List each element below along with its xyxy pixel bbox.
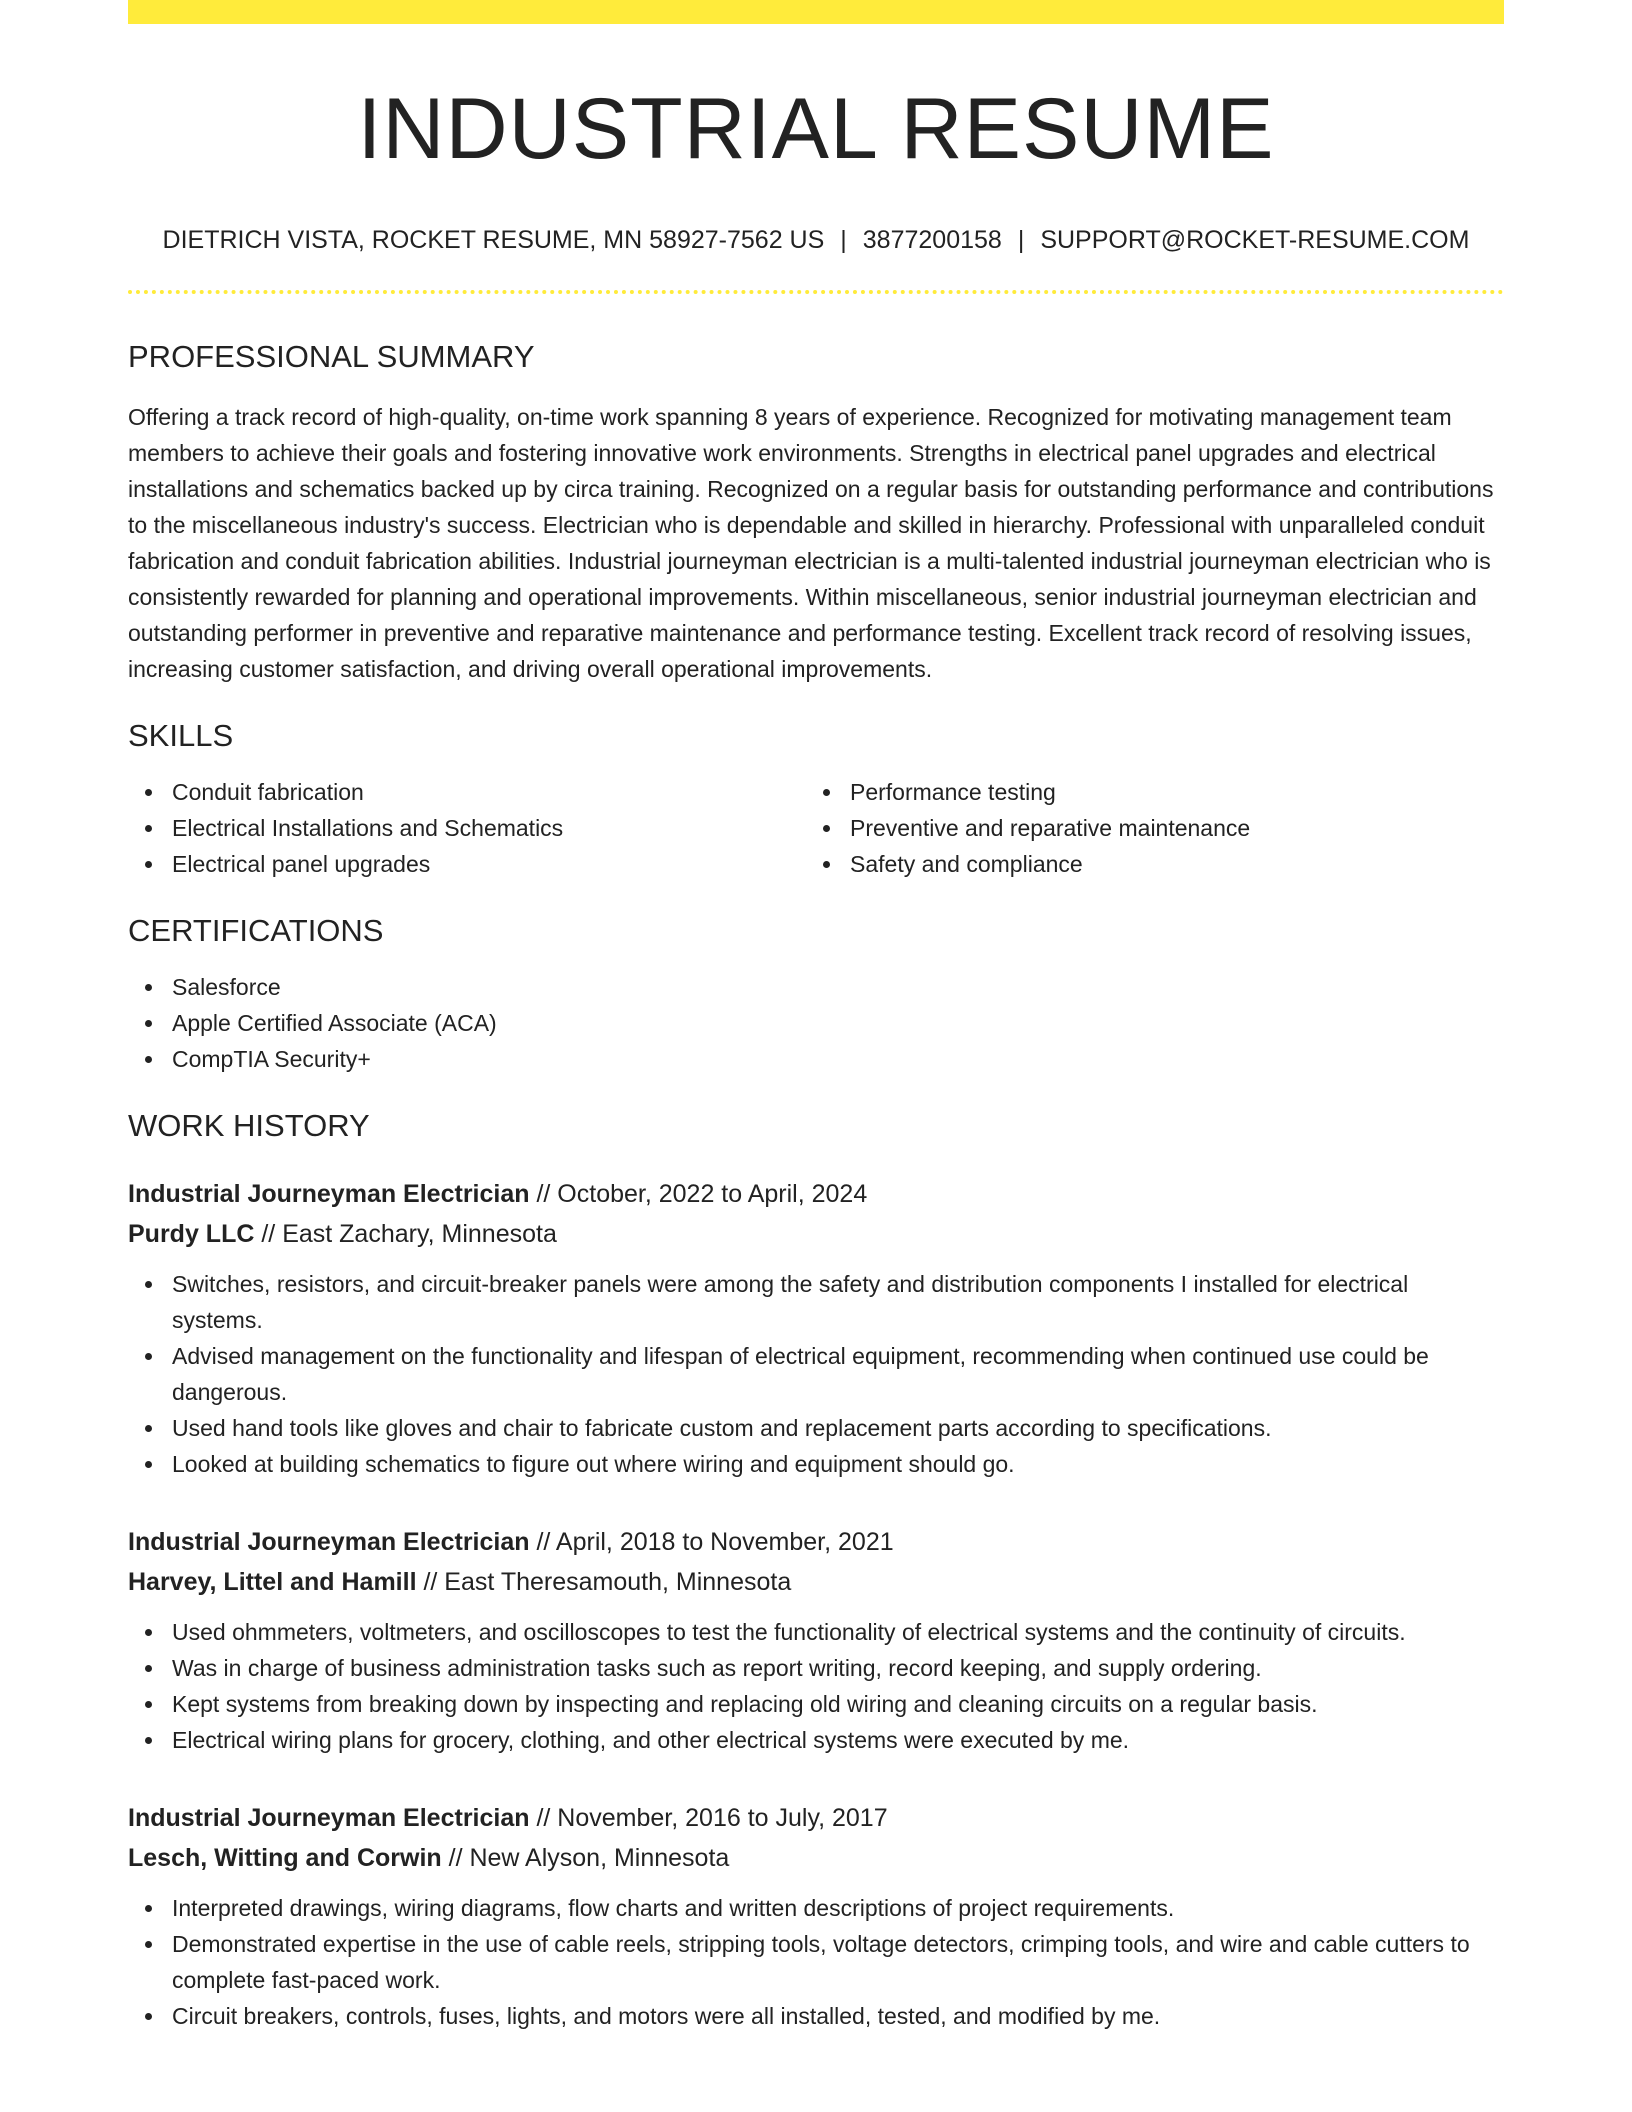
job-entry <box>128 1522 1504 1758</box>
contact-separator: | <box>840 225 847 254</box>
certifications-heading: CERTIFICATIONS <box>128 912 384 948</box>
job-duties <box>128 1890 1504 2034</box>
contact-line <box>128 225 1504 255</box>
job-duties <box>128 1614 1504 1758</box>
certification-item: Apple Certified Associate (ACA) <box>128 1005 1504 1041</box>
skill-item: Electrical Installations and Schematics <box>128 810 806 846</box>
job-company: Harvey, Littel and Hamill <box>128 1568 417 1597</box>
resume-title: INDUSTRIAL RESUME <box>357 81 1275 177</box>
skills-heading: SKILLS <box>128 717 234 753</box>
job-duty: Switches, resistors, and circuit-breaker panels were among the safety and distribution components I installed for electrical systems. <box>128 1266 1504 1338</box>
job-company-line <box>128 1838 1504 1878</box>
job-entry <box>128 1798 1504 2034</box>
certification-item: Salesforce <box>128 969 1504 1005</box>
contact-phone: 3877200158 <box>862 225 1002 254</box>
skill-item: Preventive and reparative maintenance <box>806 810 1484 846</box>
job-duties <box>128 1266 1504 1482</box>
skill-item: Safety and compliance <box>806 846 1484 882</box>
job-duty: Kept systems from breaking down by inspecting and replacing old wiring and cleaning circuits on a regular basis. <box>128 1686 1504 1722</box>
resume-page <box>128 0 1504 2034</box>
skill-item: Performance testing <box>806 774 1484 810</box>
job-title-line <box>128 1798 1504 1838</box>
job-title-line <box>128 1174 1504 1214</box>
job-location: // East Theresamouth, Minnesota <box>416 1568 792 1597</box>
contact-separator: | <box>1017 225 1025 254</box>
skills-list <box>128 774 1504 882</box>
job-company: Lesch, Witting and Corwin <box>128 1844 442 1873</box>
job-dates: // October, 2022 to April, 2024 <box>529 1180 868 1209</box>
skills-column-right <box>806 774 1484 882</box>
job-role: Industrial Journeyman Electrician <box>128 1180 530 1209</box>
dotted-divider <box>128 290 1504 294</box>
job-entry <box>128 1174 1504 1482</box>
job-company-line <box>128 1562 1504 1602</box>
summary-text: Offering a track record of high-quality, on-time work spanning 8 years of experience. Recognized for motivating management team members to achieve their goals and fostering innovative work environments. Strengths in electrical panel upgrades and electrical installations and schematics backed up by circa training. Recognized on a regular basis for outstanding performance and contributions to the miscellaneous industry's success. Electrician who is dependable and skilled in hierarchy. Professional with unparalleled conduit fabrication and conduit fabrication abilities. Industrial journeyman electrician is a multi-talented industrial journeyman electrician who is consistently rewarded for planning and operational improvements. Within miscellaneous, senior industrial journeyman electrician and outstanding performer in preventive and reparative maintenance and performance testing. Excellent track record of resolving issues, increasing customer satisfaction, and driving overall operational improvements. <box>128 403 1494 682</box>
summary-heading: PROFESSIONAL SUMMARY <box>128 338 535 374</box>
job-role: Industrial Journeyman Electrician <box>128 1804 530 1833</box>
job-duty: Was in charge of business administration tasks such as report writing, record keeping, and supply ordering. <box>128 1650 1504 1686</box>
top-accent-bar <box>128 0 1504 24</box>
certifications-list <box>128 969 1504 1077</box>
job-duty: Used ohmmeters, voltmeters, and oscilloscopes to test the functionality of electrical systems and the continuity of circuits. <box>128 1614 1504 1650</box>
job-duty: Advised management on the functionality and lifespan of electrical equipment, recommending when continued use could be dangerous. <box>128 1338 1504 1410</box>
job-company: Purdy LLC <box>128 1220 255 1249</box>
job-duty: Circuit breakers, controls, fuses, lights, and motors were all installed, tested, and modified by me. <box>128 1998 1504 2034</box>
certification-item: CompTIA Security+ <box>128 1041 1504 1077</box>
skill-item: Conduit fabrication <box>128 774 806 810</box>
job-title-line <box>128 1522 1504 1562</box>
contact-email: SUPPORT@ROCKET-RESUME.COM <box>1040 225 1470 254</box>
job-duty: Electrical wiring plans for grocery, clothing, and other electrical systems were executed by me. <box>128 1722 1504 1758</box>
job-dates: // November, 2016 to July, 2017 <box>529 1804 888 1833</box>
job-duty: Used hand tools like gloves and chair to fabricate custom and replacement parts according to specifications. <box>128 1410 1504 1446</box>
job-duty: Looked at building schematics to figure out where wiring and equipment should go. <box>128 1446 1504 1482</box>
skill-item: Electrical panel upgrades <box>128 846 806 882</box>
skills-column-left <box>128 774 806 882</box>
work-history-heading: WORK HISTORY <box>128 1108 370 1144</box>
job-location: // East Zachary, Minnesota <box>254 1220 557 1249</box>
job-dates: // April, 2018 to November, 2021 <box>529 1528 894 1557</box>
contact-address: DIETRICH VISTA, ROCKET RESUME, MN 58927-7562 US <box>162 225 825 254</box>
job-role: Industrial Journeyman Electrician <box>128 1528 530 1557</box>
job-company-line <box>128 1214 1504 1254</box>
job-location: // New Alyson, Minnesota <box>441 1844 730 1873</box>
job-duty: Demonstrated expertise in the use of cable reels, stripping tools, voltage detectors, crimping tools, and wire and cable cutters to complete fast-paced work. <box>128 1926 1504 1998</box>
job-duty: Interpreted drawings, wiring diagrams, flow charts and written descriptions of project requirements. <box>128 1890 1504 1926</box>
